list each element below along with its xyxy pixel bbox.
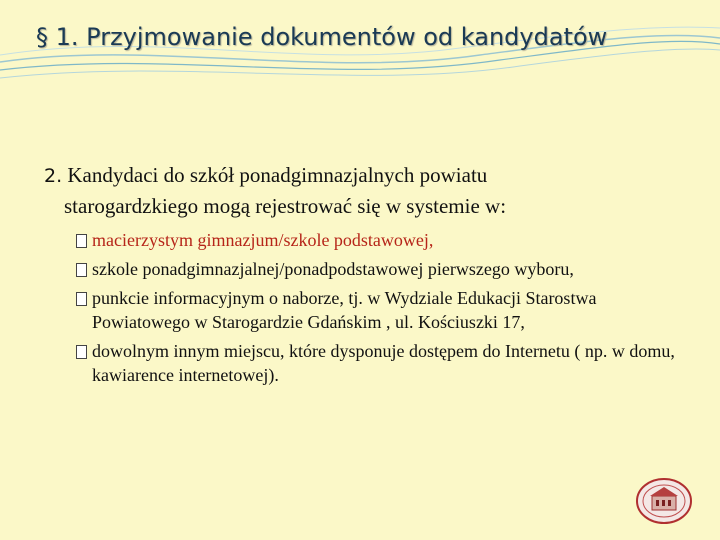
options-list (76, 228, 696, 392)
intro-line-1: Kandydaci do szkół ponadgimnazjalnych powiatu (67, 163, 488, 187)
list-item-text: punkcie informacyjnym o naborze, tj. w Wydziale Edukacji Starostwa Powiatowego w Starogardzie Gdańskim , ul. Kościuszki 17, (92, 288, 597, 332)
list-item-text: dowolnym innym miejscu, które dysponuje dostępem do Internetu ( np. w domu, kawiarence internetowej). (92, 341, 675, 385)
square-bullet-icon (76, 234, 87, 248)
list-item (76, 257, 696, 281)
square-bullet-icon (76, 345, 87, 359)
slide-title: § 1. Przyjmowanie dokumentów od kandydatów (36, 23, 608, 51)
list-item-text: szkole ponadgimnazjalnej/ponadpodstawowej pierwszego wyboru, (92, 259, 574, 279)
list-item-text: macierzystym gimnazjum/szkole podstawowej, (92, 230, 434, 250)
school-emblem-logo (636, 478, 692, 524)
square-bullet-icon (76, 292, 87, 306)
list-item (76, 286, 696, 334)
intro-number: 2. (44, 165, 63, 187)
intro-line-2: starogardzkiego mogą rejestrować się w systemie w: (64, 194, 507, 218)
square-bullet-icon (76, 263, 87, 277)
intro-paragraph (44, 160, 684, 221)
list-item (76, 228, 696, 252)
list-item (76, 339, 696, 387)
